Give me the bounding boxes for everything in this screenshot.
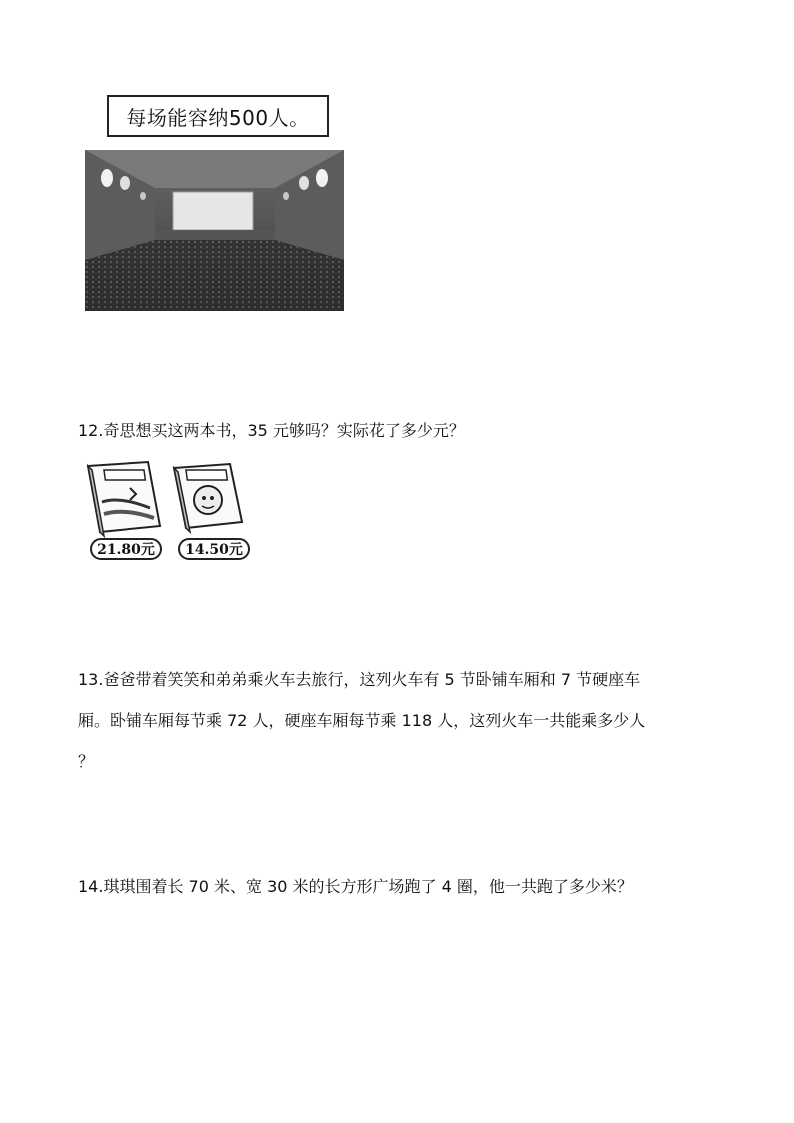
question-13-line-1: 13.爸爸带着笑笑和弟弟乘火车去旅行，这列火车有 5 节卧铺车厢和 7 节硬座车 (78, 670, 641, 689)
cinema-hall-image (85, 150, 344, 311)
book-1-price-tag: 21.80元 (90, 538, 162, 560)
question-12: 12.奇思想买这两本书，35 元够吗？实际花了多少元？ (78, 421, 465, 440)
book-2-price-tag: 14.50元 (178, 538, 250, 560)
capacity-caption: 每场能容纳500人。 (107, 95, 329, 137)
question-13-line-2: 厢。卧铺车厢每节乘 72 人，硬座车厢每节乘 118 人，这列火车一共能乘多少人 (78, 711, 646, 730)
book-1-icon (88, 462, 160, 536)
question-14: 14.琪琪围着长 70 米、宽 30 米的长方形广场跑了 4 圈，他一共跑了多少米？ (78, 877, 633, 896)
book-2-icon (174, 464, 242, 532)
question-13-line-3: ？ (78, 752, 95, 771)
